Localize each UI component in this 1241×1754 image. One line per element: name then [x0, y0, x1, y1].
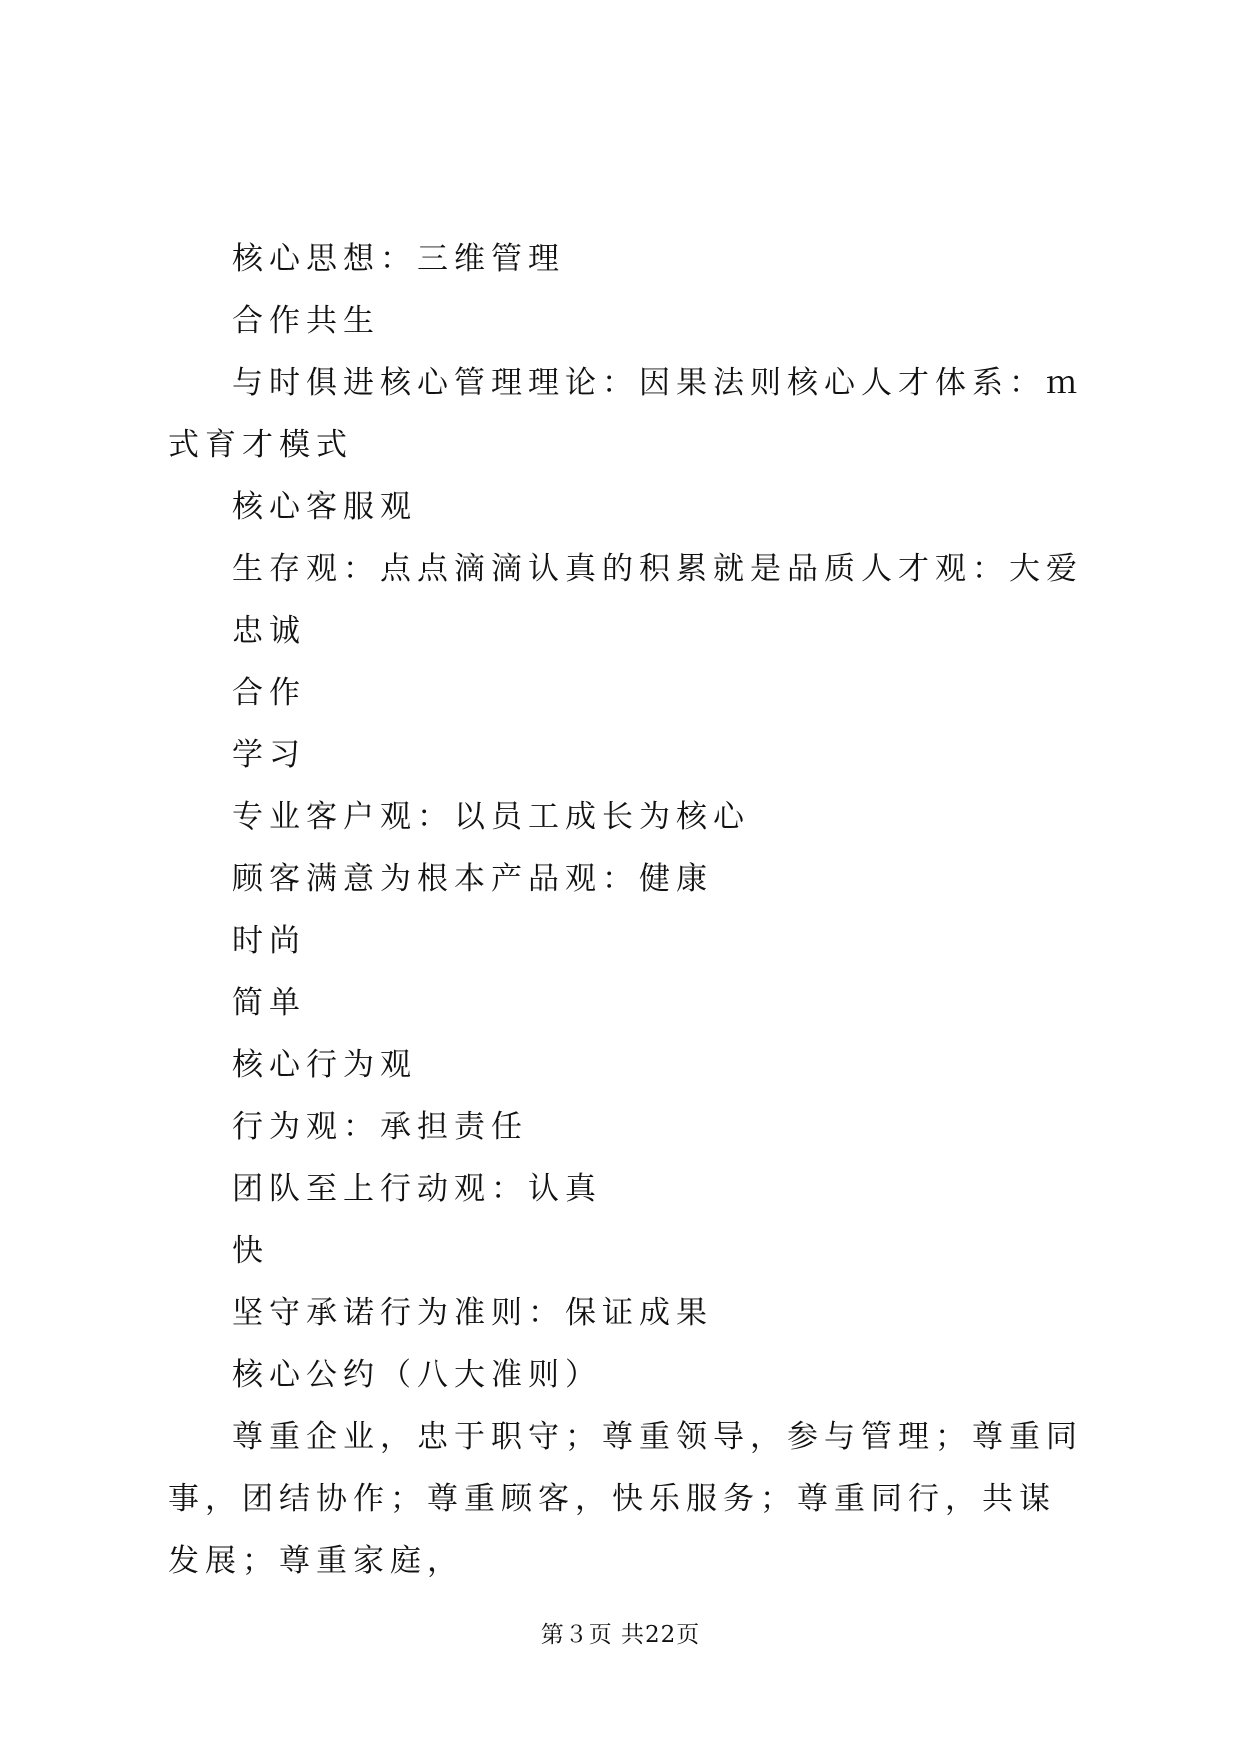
paragraph: 顾客满意为根本产品观：健康 [232, 861, 713, 897]
paragraph: 忠诚 [232, 613, 306, 649]
paragraph: 学习 [232, 737, 306, 773]
paragraph: 合作 [232, 675, 306, 711]
paragraph: 与时俱进核心管理理论：因果法则核心人才体系：ｍ式育才模式 [168, 365, 1083, 463]
document-body [168, 228, 1083, 1592]
paragraph: 尊重企业，忠于职守；尊重领导，参与管理；尊重同事，团结协作；尊重顾客，快乐服务；尊重同行，共谋发展；尊重家庭， [168, 1419, 1083, 1579]
paragraph: 核心客服观 [232, 489, 417, 525]
paragraph: 团队至上行动观：认真 [232, 1171, 602, 1207]
paragraph: 快 [232, 1233, 269, 1269]
paragraph: 时尚 [232, 923, 306, 959]
paragraph: 行为观：承担责任 [232, 1109, 528, 1145]
paragraph: 简单 [232, 985, 306, 1021]
paragraph: 专业客户观：以员工成长为核心 [232, 799, 750, 835]
paragraph: 坚守承诺行为准则：保证成果 [232, 1295, 713, 1331]
paragraph: 核心行为观 [232, 1047, 417, 1083]
paragraph: 合作共生 [232, 303, 380, 339]
paragraph: 核心公约（八大准则） [232, 1357, 602, 1393]
paragraph: 生存观：点点滴滴认真的积累就是品质人才观：大爱 [232, 551, 1083, 587]
paragraph: 核心思想：三维管理 [232, 241, 565, 277]
page-number-footer: 第３页 共22页 [540, 1622, 701, 1648]
